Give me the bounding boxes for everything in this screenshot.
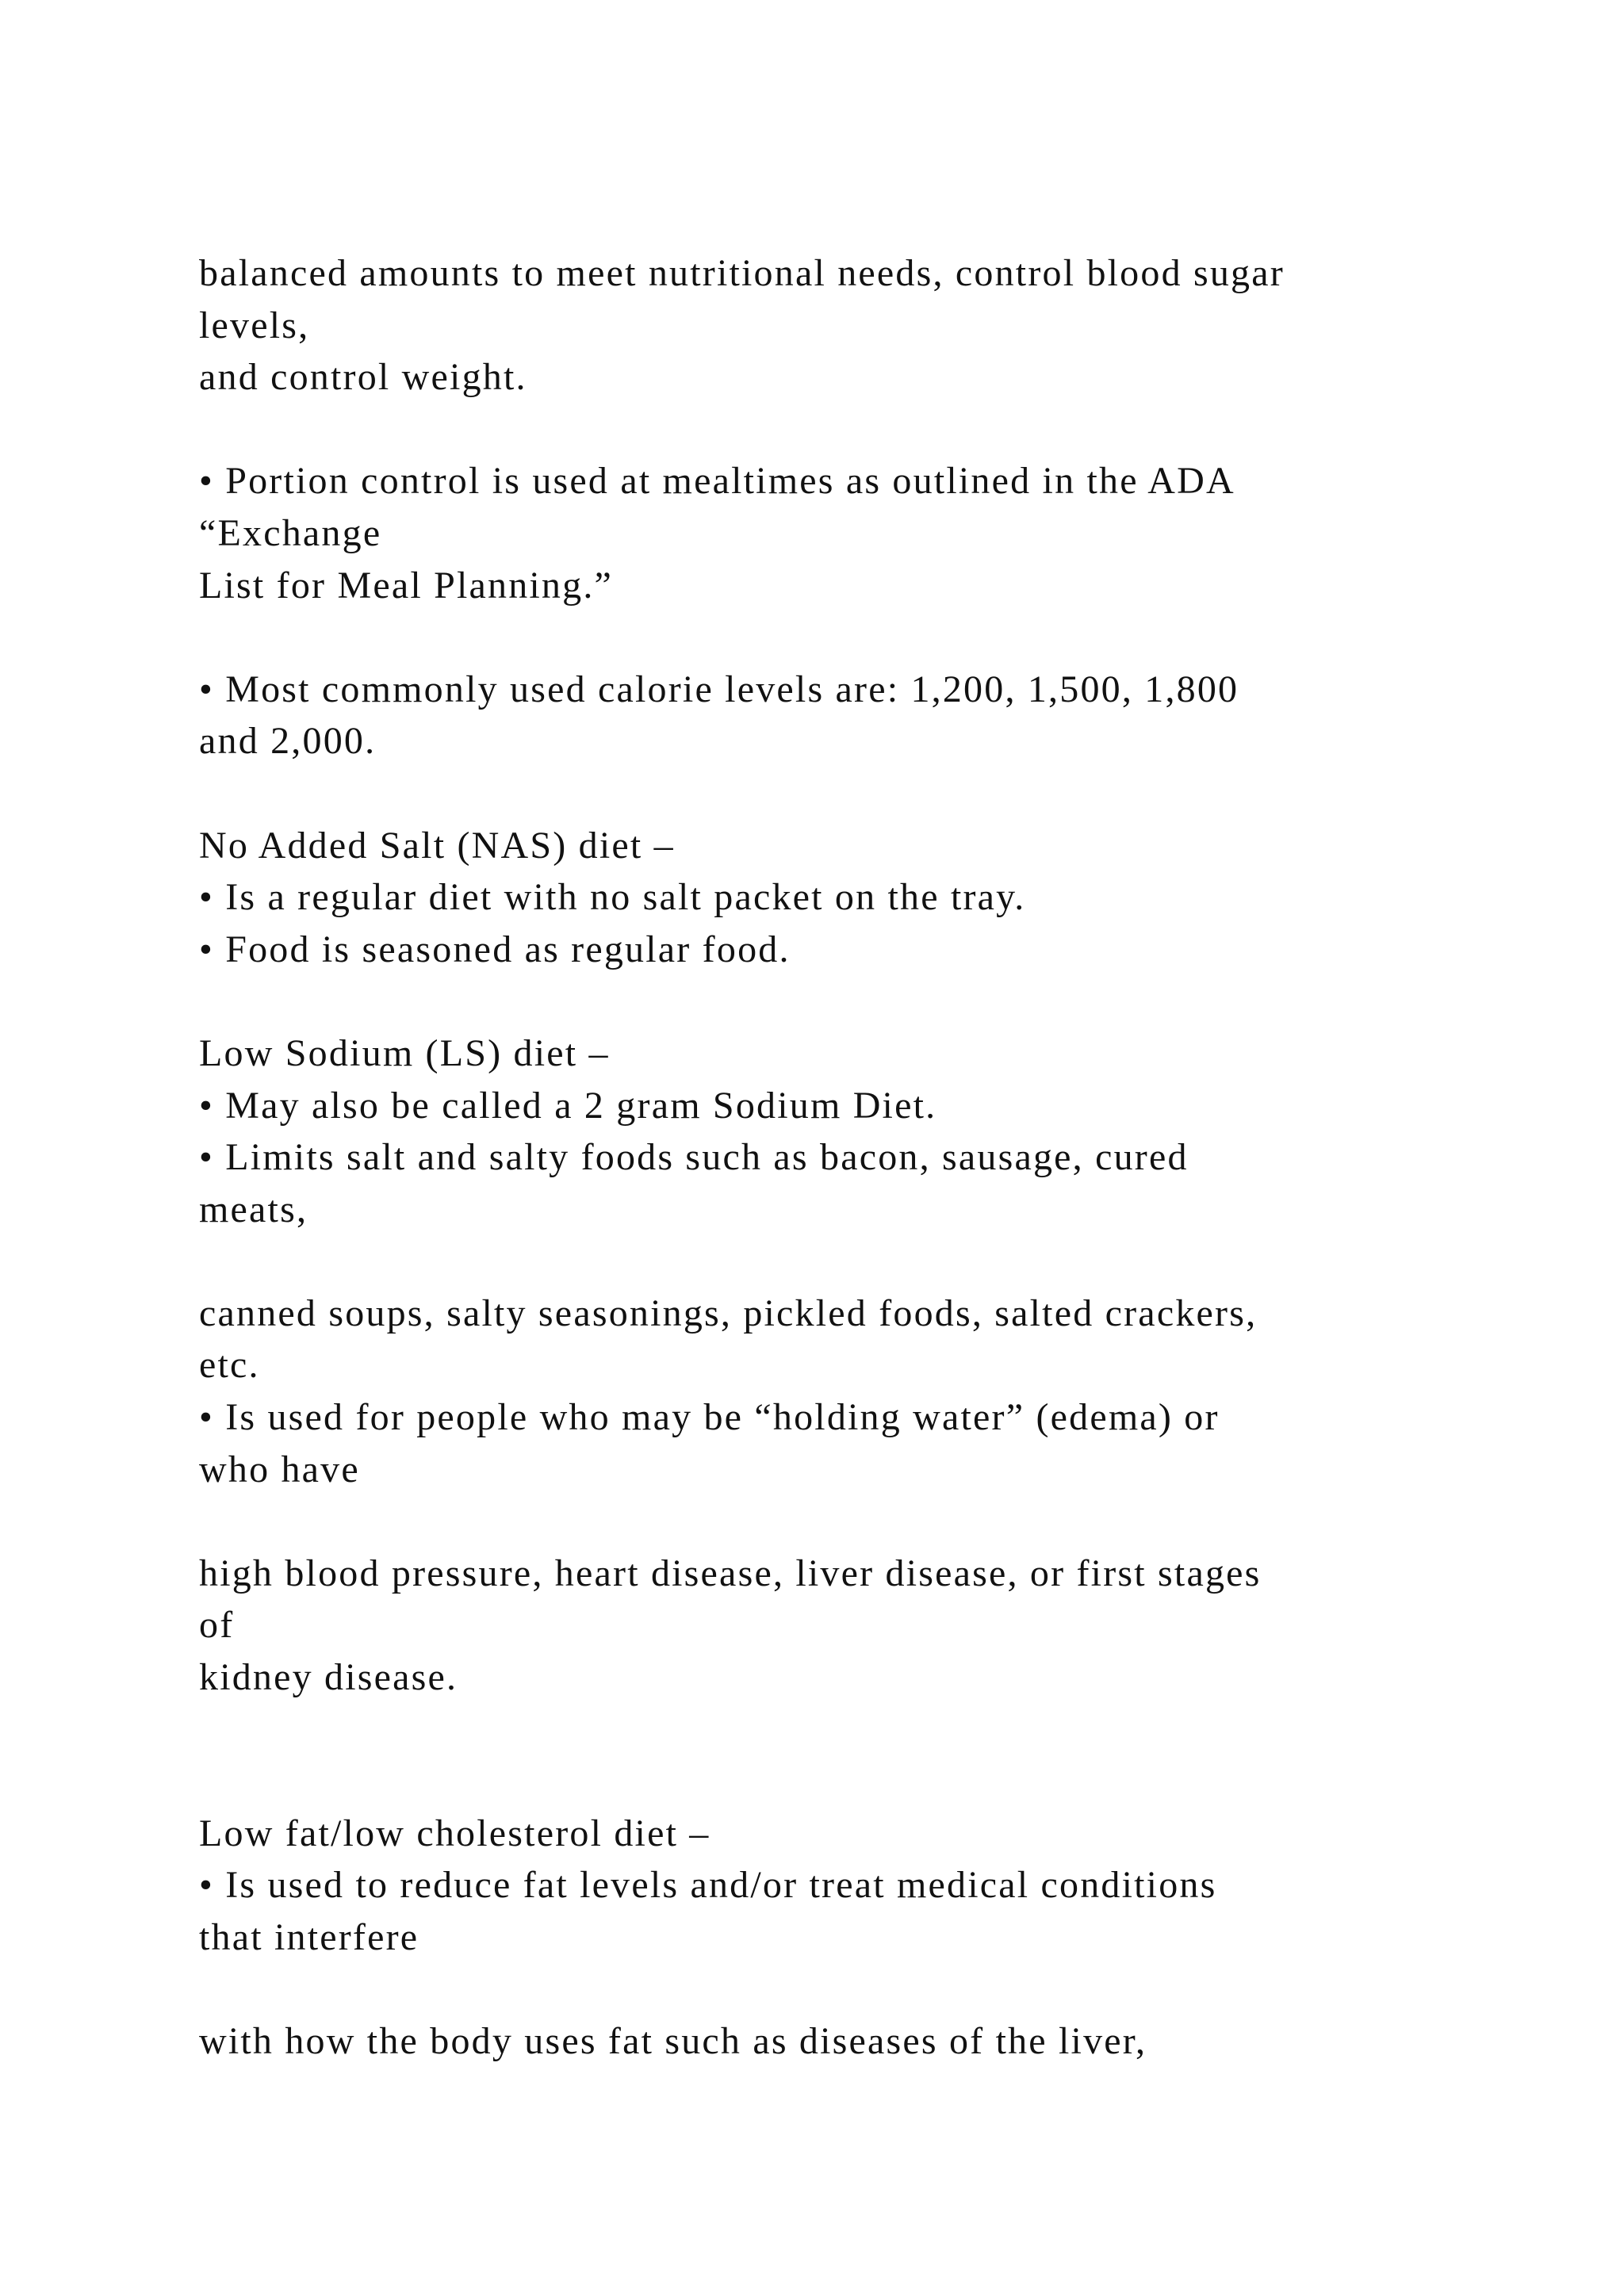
blank-line [199, 1495, 1285, 1548]
text-line: • Is used for people who may be “holding water” (edema) or [199, 1396, 1220, 1439]
text-line: that interfere [199, 1916, 419, 1958]
text-line: • Most commonly used calorie levels are: 1,200, 1,500, 1,800 [199, 668, 1239, 710]
document-body [199, 247, 1285, 2068]
text-line: canned soups, salty seasonings, pickled foods, salted crackers, [199, 1292, 1258, 1334]
text-line: • May also be called a 2 gram Sodium Diet. [199, 1084, 937, 1127]
text-line: List for Meal Planning.” [199, 564, 614, 607]
text-line: who have [199, 1448, 360, 1490]
text-line: • Limits salt and salty foods such as bacon, sausage, cured [199, 1136, 1189, 1179]
blank-line [199, 1755, 1285, 1808]
blank-line [199, 1235, 1285, 1288]
text-line: No Added Salt (NAS) diet – [199, 824, 675, 867]
text-line: with how the body uses fat such as diseases of the liver, [199, 2020, 1147, 2063]
text-line: • Is a regular diet with no salt packet on the tray. [199, 876, 1026, 919]
blank-line [199, 611, 1285, 664]
text-line: Low fat/low cholesterol diet – [199, 1812, 710, 1854]
text-line: high blood pressure, heart disease, liver disease, or first stages [199, 1552, 1262, 1594]
text-line: kidney disease. [199, 1656, 458, 1699]
text-line: Low Sodium (LS) diet – [199, 1031, 610, 1074]
text-line: and 2,000. [199, 720, 377, 763]
blank-line [199, 975, 1285, 1027]
text-line: • Portion control is used at mealtimes as outlined in the ADA [199, 460, 1235, 503]
text-line: balanced amounts to meet nutritional needs, control blood sugar [199, 252, 1285, 294]
text-line: meats, [199, 1188, 308, 1230]
text-line: of [199, 1604, 235, 1647]
text-line: • Food is seasoned as regular food. [199, 928, 791, 970]
text-line: • Is used to reduce fat levels and/or treat medical conditions [199, 1864, 1217, 1907]
blank-line [199, 767, 1285, 820]
text-line: “Exchange [199, 511, 382, 554]
text-line: levels, [199, 304, 310, 346]
text-line: etc. [199, 1344, 260, 1387]
blank-line [199, 1704, 1285, 1756]
blank-line [199, 1964, 1285, 2016]
text-line: and control weight. [199, 356, 527, 399]
blank-line [199, 404, 1285, 456]
